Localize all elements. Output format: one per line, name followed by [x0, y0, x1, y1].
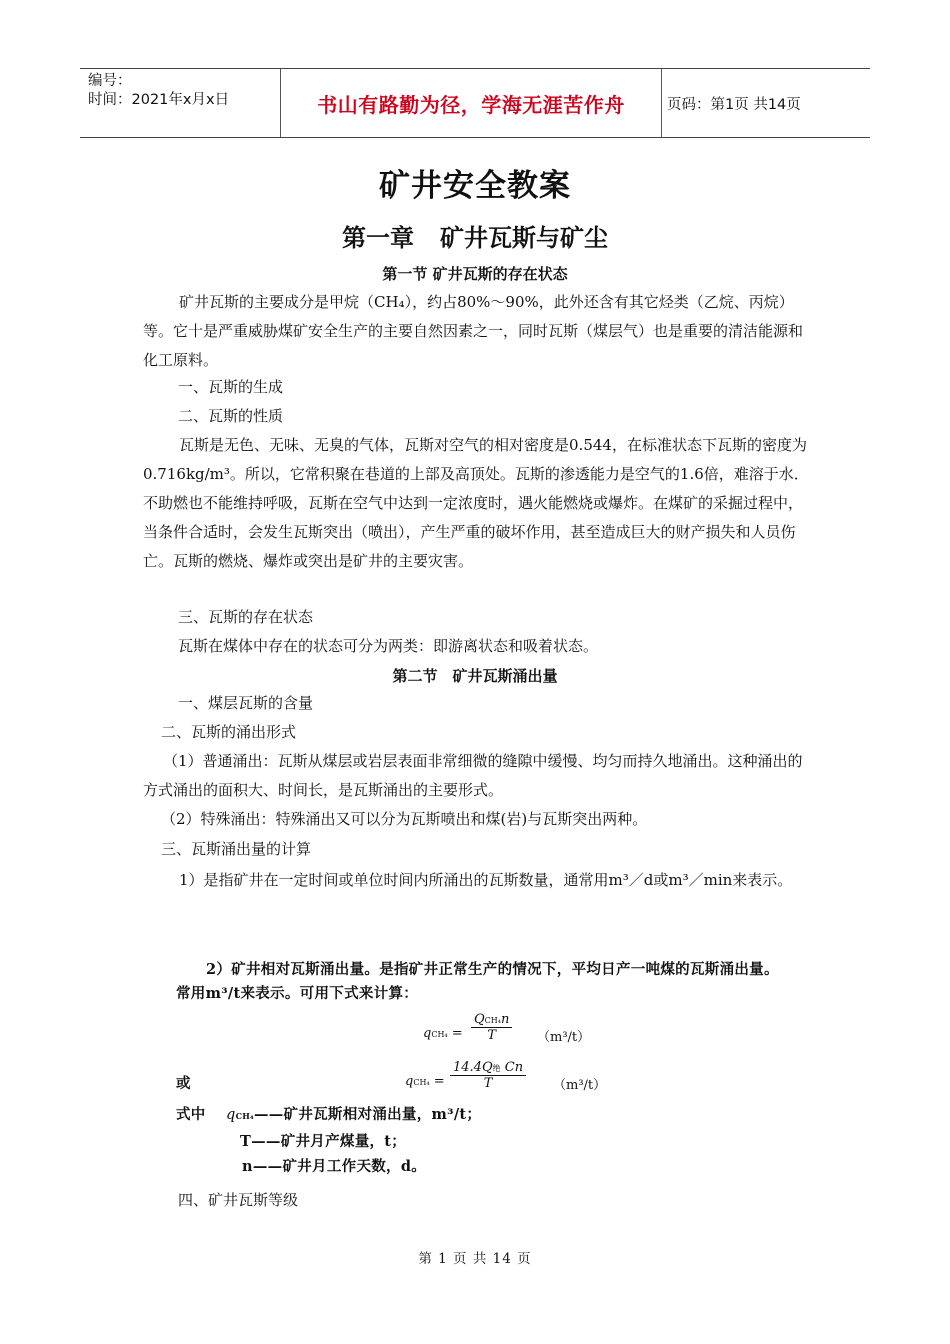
def-q: qCH₄——矿井瓦斯相对涌出量，m³/t；	[226, 1106, 482, 1123]
item-gas-states: 三、瓦斯的存在状态	[178, 608, 314, 626]
formula-2-lhs: qCH₄ =	[405, 1074, 445, 1089]
chapter-heading	[0, 218, 950, 253]
item-seam-gas-content: 一、煤层瓦斯的含量	[178, 694, 314, 712]
gas-properties-paragraph: 瓦斯是无色、无味、无臭的气体，瓦斯对空气的相对密度是0.544，在标准状态下瓦斯的密度为0.716kg/m³。所以，它常积聚在巷道的上部及高顶处。瓦斯的渗透能力是空气的1.6倍，难溶于水．不助燃也不能维持呼吸，瓦斯在空气中达到一定浓度时，遇火能燃烧或爆炸。在煤矿的采掘过程中，当条件合适时，会发生瓦斯突出（喷出），产生严重的破坏作用，甚至造成巨大的财产损失和人员伤亡。瓦斯的燃烧、爆炸或突出是矿井的主要灾害。	[143, 436, 809, 570]
def-T: T——矿井月产煤量，t；	[240, 1133, 407, 1150]
absolute-emission-paragraph: 1）是指矿井在一定时间或单位时间内所涌出的瓦斯数量，通常用m³／d或m³／min来表示。	[179, 871, 793, 889]
special-emission-paragraph: （2）特殊涌出：特殊涌出又可以分为瓦斯喷出和煤(岩)与瓦斯突出两种。	[161, 810, 648, 828]
scan-line-1: 2）矿井相对瓦斯涌出量。是指矿井正常生产的情况下，平均日产一吨煤的瓦斯涌出量。	[206, 961, 779, 978]
formula-1-lhs: qCH₄ =	[423, 1026, 463, 1041]
formula-2-unit: （m³/t）	[553, 1078, 607, 1093]
section-1-heading: 第一节 矿井瓦斯的存在状态	[382, 265, 568, 283]
scan-where: 式中	[176, 1106, 206, 1123]
time-label: 时间：2021年x月x日	[88, 92, 230, 108]
def-n: n——矿井月工作天数，d。	[242, 1158, 427, 1175]
chapter-name: 矿井瓦斯与矿尘	[440, 224, 608, 252]
document-title: 矿井安全教案	[379, 168, 571, 204]
scan-or: 或	[176, 1075, 191, 1092]
header-meta-cell	[80, 69, 280, 137]
document-header	[80, 68, 870, 138]
formula-2-fraction: 14.4Q绝 Cn T	[450, 1060, 526, 1091]
chapter-number: 第一章	[342, 224, 414, 252]
formula-1-unit: （m³/t）	[537, 1030, 591, 1045]
header-motto: 书山有路勤为径，学海无涯苦作舟	[280, 69, 662, 137]
scan-line-2: 常用m³/t来表示。可用下式来计算：	[176, 985, 419, 1002]
relative-emission-scan	[170, 950, 870, 1190]
section-2-heading: 第二节 矿井瓦斯涌出量	[392, 667, 558, 685]
page-footer: 第 1 页 共 14 页	[418, 1251, 532, 1267]
item-emission-forms: 二、瓦斯的涌出形式	[161, 723, 297, 741]
item-gas-grade: 四、矿井瓦斯等级	[178, 1191, 299, 1209]
number-label: 编号：	[88, 73, 132, 89]
item-emission-calc: 三、瓦斯涌出量的计算	[161, 840, 312, 858]
item-gas-properties: 二、瓦斯的性质	[178, 407, 284, 425]
gas-states-paragraph: 瓦斯在煤体中存在的状态可分为两类：即游离状态和吸着状态。	[178, 637, 599, 655]
header-page-code: 页码：第1页 共14页	[667, 96, 801, 113]
item-gas-generation: 一、瓦斯的生成	[178, 378, 284, 396]
normal-emission-paragraph: （1）普通涌出：瓦斯从煤层或岩层表面非常细微的缝隙中缓慢、均匀而持久地涌出。这种涌出的方式涌出的面积大、时间长，是瓦斯涌出的主要形式。	[143, 752, 803, 799]
section-1-intro: 矿井瓦斯的主要成分是甲烷（CH₄），约占80%～90%，此外还含有其它烃类（乙烷、丙烷）等。它十是严重威胁煤矿安全生产的主要自然因素之一，同时瓦斯（煤层气）也是重要的清洁能源和化工原料。	[143, 293, 804, 369]
formula-1-fraction: QCH₄n T	[471, 1012, 512, 1043]
